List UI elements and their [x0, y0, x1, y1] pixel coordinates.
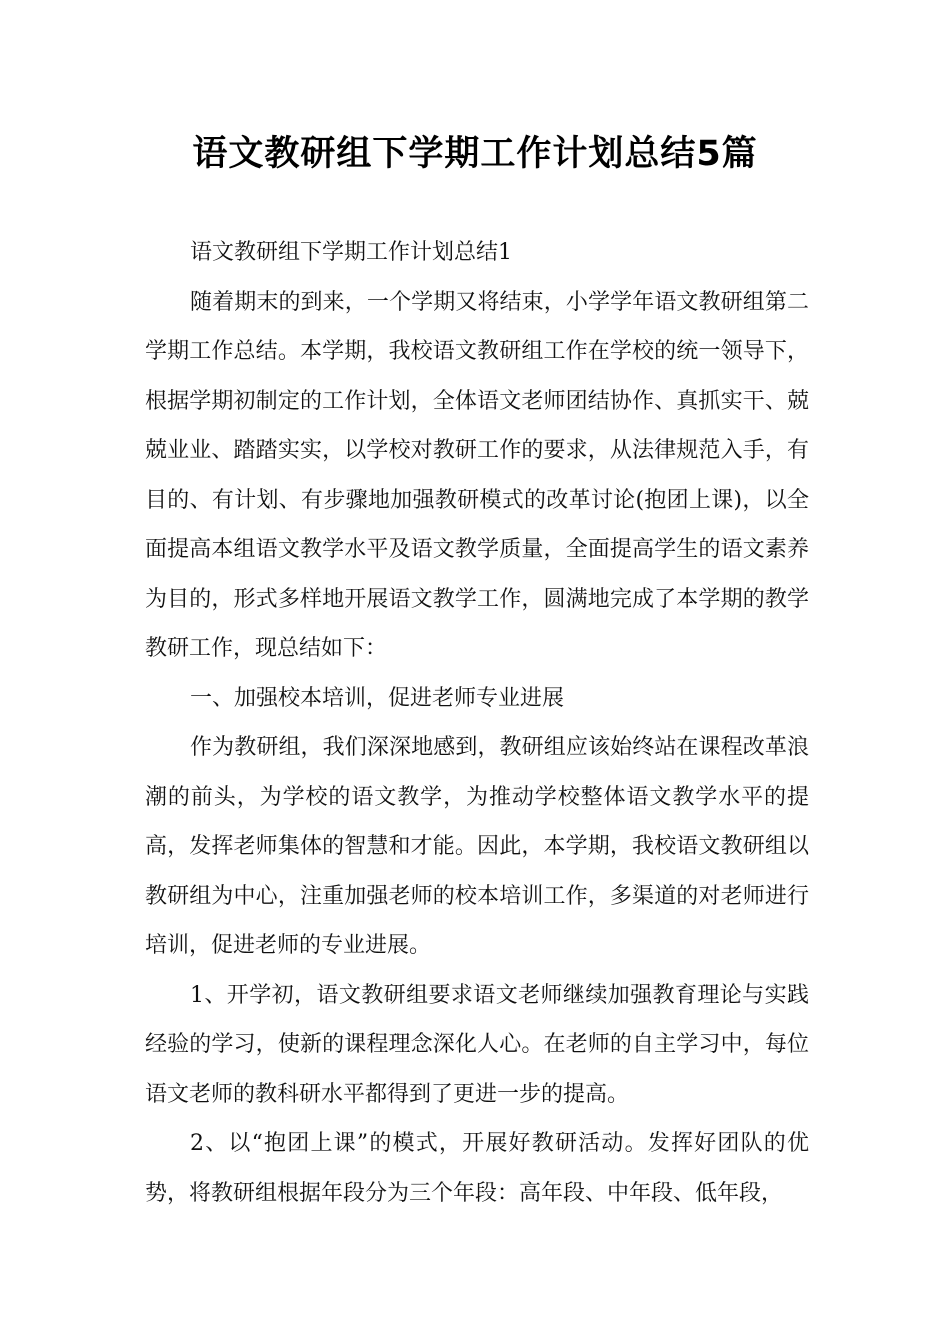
document-title: 语文教研组下学期工作计划总结5篇: [192, 134, 758, 174]
section-heading-1: 一、加强校本培训，促进老师专业进展: [190, 685, 565, 711]
paragraph-item-2: 2、以“抱团上课”的模式，开展好教研活动。发挥好团队的优势，将教研组根据年段分为三个年段：高年段、中年段、低年段，: [145, 1131, 809, 1206]
section-heading: 语文教研组下学期工作计划总结1: [190, 240, 512, 265]
paragraph-intro: 随着期末的到来，一个学期又将结束，小学学年语文教研组第二学期工作总结。本学期，我校语文教研组工作在学校的统一领导下，根据学期初制定的工作计划，全体语文老师团结协作、真抓实干、兢兢业业、踏踏实实，以学校对教研工作的要求，从法律规范入手，有目的、有计划、有步骤地加强教研模式的改革讨论(抱团上课)，以全面提高本组语文教学水平及语文教学质量，全面提高学生的语文素养为目的，形式多样地开展语文教学工作，圆满地完成了本学期的教学教研工作，现总结如下：: [145, 289, 809, 661]
paragraph-item-1: 1、开学初，语文教研组要求语文老师继续加强教育理论与实践经验的学习，使新的课程理念深化人心。在老师的自主学习中，每位语文老师的教科研水平都得到了更进一步的提高。: [145, 982, 809, 1107]
document-body: [145, 228, 809, 1218]
paragraph-training: 作为教研组，我们深深地感到，教研组应该始终站在课程改革浪潮的前头，为学校的语文教学，为推动学校整体语文教学水平的提高，发挥老师集体的智慧和才能。因此，本学期，我校语文教研组以教研组为中心，注重加强老师的校本培训工作，多渠道的对老师进行培训，促进老师的专业进展。: [145, 735, 809, 958]
